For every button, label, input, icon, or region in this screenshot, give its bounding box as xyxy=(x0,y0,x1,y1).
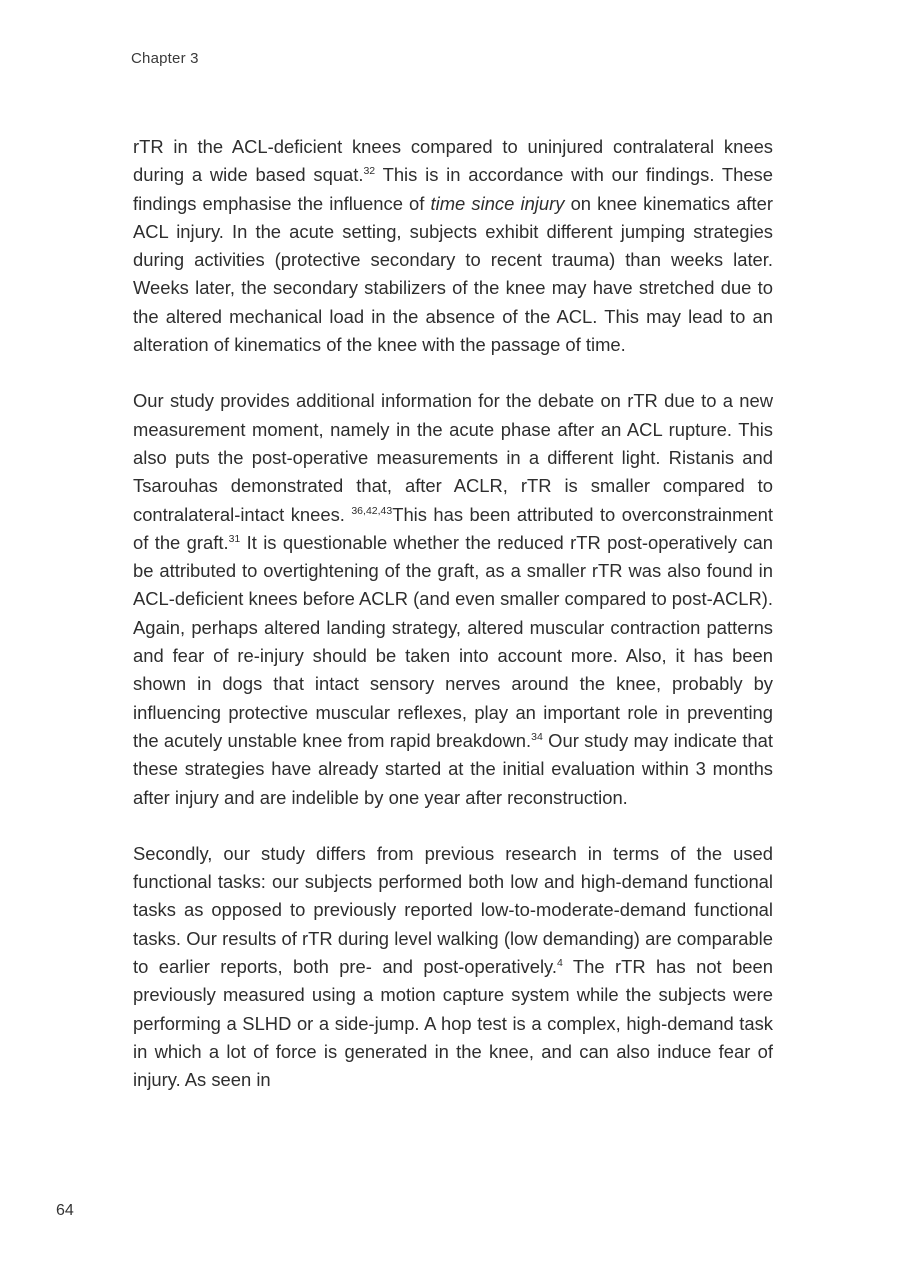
p1-text-a: rTR in the ACL-deficient knees compared to uninjured contralateral knees during a wide based squat. xyxy=(133,136,773,186)
paragraph-3 xyxy=(133,840,773,1095)
p2-text-c: It is questionable whether the reduced rTR post-operatively can be attributed to overtightening of the graft, as a smaller rTR was also found in ACL-deficient knees before ACLR (and even smaller compared to post-ACLR). Again, perhaps altered landing strategy, altered muscular contraction patterns and fear of re-injury should be taken into account more. Also, it has been shown in dogs that intact sensory nerves around the knee, probably by influencing protective muscular reflexes, play an important role in preventing the acutely unstable knee from rapid breakdown. xyxy=(133,531,773,751)
page-number: 64 xyxy=(56,1202,74,1219)
p3-text-a: Secondly, our study differs from previous research in terms of the used functional tasks: our subjects performed both low and high-demand functional tasks as opposed to previously reported low-to-moderate-demand functional tasks. Our results of rTR during level walking (low demanding) are comparable to earlier reports, both pre- and post-operatively. xyxy=(133,842,773,978)
citation-ref: 36,42,43 xyxy=(351,504,393,517)
citation-ref: 34 xyxy=(531,730,543,743)
paragraph-2 xyxy=(133,387,773,811)
paragraph-1 xyxy=(133,133,773,359)
p2-text-a: Our study provides additional information for the debate on rTR due to a new measurement moment, namely in the acute phase after an ACL rupture. This also puts the post-operative measurements in a different light. Ristanis and Tsarouhas demonstrated that, after ACLR, rTR is smaller compared to contralateral-intact knees. xyxy=(133,390,773,525)
p1-text-b: This is in accordance with our findings. These findings emphasise the influence of xyxy=(133,164,773,214)
p1-text-c: on knee kinematics after ACL injury. In the acute setting, subjects exhibit different jumping strategies during activities (protective secondary to recent trauma) than weeks later. Weeks later, the secondary stabilizers of the knee may have stretched due to the altered mechanical load in the absence of the ACL. This may lead to an alteration of kinematics of the knee with the passage of time. xyxy=(133,192,773,356)
citation-ref: 4 xyxy=(556,957,563,970)
p2-text-b: This has been attributed to overconstrainment of the graft. xyxy=(133,503,774,553)
citation-ref: 32 xyxy=(363,165,376,178)
p2-text-d: Our study may indicate that these strategies have already started at the initial evaluation within 3 months after injury and are indelible by one year after reconstruction. xyxy=(133,729,774,808)
running-header: Chapter 3 xyxy=(131,50,199,67)
citation-ref: 31 xyxy=(228,532,241,545)
body-text xyxy=(133,133,773,1123)
p1-emphasis: time since injury xyxy=(430,192,565,214)
p3-text-b: The rTR has not been previously measured using a motion capture system while the subjects were performing a SLHD or a side-jump. A hop test is a complex, high-demand task in which a lot of force is generated in the knee, and can also induce fear of injury. As seen in xyxy=(133,956,773,1091)
